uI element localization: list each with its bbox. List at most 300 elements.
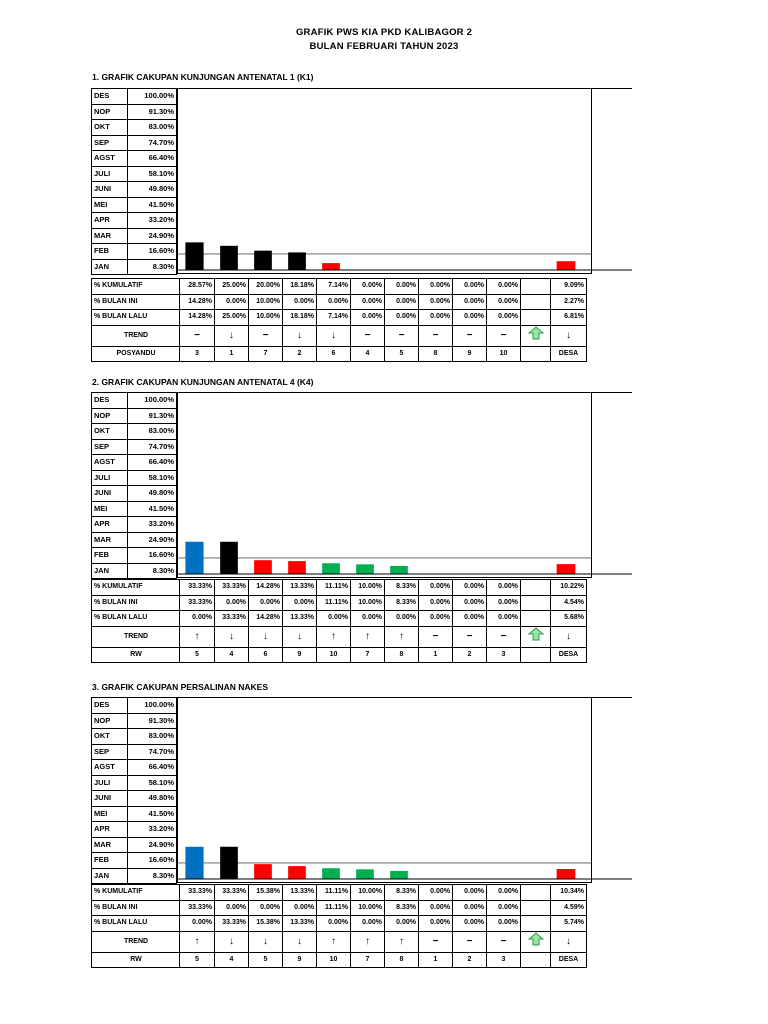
target-value: 8.30%	[128, 563, 177, 579]
value-cell: 0.00%	[419, 595, 453, 611]
row-label: RW	[92, 952, 180, 968]
value-cell: 0.00%	[453, 900, 487, 916]
row-label: TREND	[92, 325, 180, 346]
bar-9	[288, 561, 306, 574]
target-row	[92, 120, 177, 136]
trend-cell: ↓	[551, 931, 587, 952]
month-label: MAR	[92, 837, 128, 853]
month-label: NOP	[92, 713, 128, 729]
value-cell: 7.14%	[317, 310, 351, 326]
row-units	[92, 346, 587, 362]
row-label: TREND	[92, 626, 180, 647]
value-cell: 15.38%	[249, 885, 283, 901]
value-cell	[521, 916, 551, 932]
value-cell: 2.27%	[551, 294, 587, 310]
value-cell: 0.00%	[453, 916, 487, 932]
target-row	[92, 408, 177, 424]
trend-cell: ↓	[215, 325, 249, 346]
value-cell: 0.00%	[351, 310, 385, 326]
month-label: NOP	[92, 104, 128, 120]
value-cell: 0.00%	[385, 916, 419, 932]
trend-cell: ↓	[551, 626, 587, 647]
value-cell: 0.00%	[215, 294, 249, 310]
value-cell: 10.00%	[351, 595, 385, 611]
target-row	[92, 104, 177, 120]
value-cell: 0.00%	[249, 595, 283, 611]
month-label: AGST	[92, 760, 128, 776]
target-row	[92, 775, 177, 791]
row-bulan-lalu	[92, 611, 587, 627]
target-row	[92, 713, 177, 729]
month-label: APR	[92, 213, 128, 229]
value-cell: 33.33%	[180, 885, 215, 901]
target-value: 83.00%	[128, 424, 177, 440]
row-label: % KUMULATIF	[92, 580, 180, 596]
unit-cell: 10	[487, 346, 521, 362]
month-label: JULI	[92, 470, 128, 486]
target-value: 49.80%	[128, 182, 177, 198]
bar-6	[322, 263, 340, 270]
target-row	[92, 182, 177, 198]
trend-cell: ↑	[317, 626, 351, 647]
bar-10	[322, 563, 340, 574]
trend-cell: ↓	[283, 626, 317, 647]
target-value: 24.90%	[128, 228, 177, 244]
value-cell: 0.00%	[453, 310, 487, 326]
value-cell: 0.00%	[317, 611, 351, 627]
month-label: JULI	[92, 775, 128, 791]
chart-frame	[178, 393, 592, 578]
unit-cell: 5	[249, 952, 283, 968]
row-label: RW	[92, 647, 180, 663]
value-cell: 10.00%	[351, 580, 385, 596]
trend-cell: ↓	[283, 931, 317, 952]
row-label: % BULAN LALU	[92, 916, 180, 932]
target-row	[92, 853, 177, 869]
unit-cell: 8	[385, 952, 419, 968]
chart-canvas	[177, 88, 632, 274]
unit-cell: 1	[419, 952, 453, 968]
month-label: SEP	[92, 135, 128, 151]
unit-cell: 9	[283, 952, 317, 968]
row-kumulatif	[92, 279, 587, 295]
value-cell: 8.33%	[385, 580, 419, 596]
value-cell: 0.00%	[419, 900, 453, 916]
value-cell	[521, 279, 551, 295]
target-row	[92, 259, 177, 275]
row-label: % BULAN LALU	[92, 310, 180, 326]
target-value: 58.10%	[128, 470, 177, 486]
row-trend	[92, 626, 587, 647]
unit-cell: 5	[180, 647, 215, 663]
value-cell: 0.00%	[419, 916, 453, 932]
month-label: AGST	[92, 455, 128, 471]
value-cell: 33.33%	[180, 900, 215, 916]
target-value: 8.30%	[128, 259, 177, 275]
value-cell: 0.00%	[419, 580, 453, 596]
value-cell: 11.11%	[317, 595, 351, 611]
value-cell: 11.11%	[317, 885, 351, 901]
value-cell	[521, 885, 551, 901]
value-cell: 20.00%	[249, 279, 283, 295]
bar-6	[254, 560, 272, 574]
target-value: 66.40%	[128, 760, 177, 776]
value-cell: 33.33%	[180, 580, 215, 596]
month-label: APR	[92, 517, 128, 533]
value-cell: 0.00%	[283, 595, 317, 611]
unit-cell: 4	[351, 346, 385, 362]
row-label: POSYANDU	[92, 346, 180, 362]
bar-chart	[177, 392, 632, 578]
bar-8	[390, 871, 408, 879]
bar-8	[390, 566, 408, 574]
section-title: 2. GRAFIK CAKUPAN KUNJUNGAN ANTENATAL 4 (K4)	[92, 377, 314, 387]
value-cell: 0.00%	[385, 279, 419, 295]
row-label: % KUMULATIF	[92, 885, 180, 901]
unit-cell: 10	[317, 647, 351, 663]
chart-frame	[178, 698, 592, 883]
value-cell: 0.00%	[487, 611, 521, 627]
target-value: 100.00%	[128, 89, 177, 105]
trend-cell: ↑	[351, 931, 385, 952]
unit-cell: 6	[317, 346, 351, 362]
unit-cell: 8	[385, 647, 419, 663]
unit-cell: 2	[283, 346, 317, 362]
target-value: 100.00%	[128, 698, 177, 714]
target-row	[92, 424, 177, 440]
unit-cell	[521, 647, 551, 663]
target-row	[92, 517, 177, 533]
target-row	[92, 151, 177, 167]
row-label: % BULAN LALU	[92, 611, 180, 627]
row-label: % BULAN INI	[92, 900, 180, 916]
target-value: 24.90%	[128, 532, 177, 548]
report-subtitle: BULAN FEBRUARI TAHUN 2023	[309, 41, 459, 52]
value-cell: 0.00%	[487, 580, 521, 596]
unit-cell: DESA	[551, 647, 587, 663]
target-row	[92, 455, 177, 471]
target-value: 33.20%	[128, 517, 177, 533]
month-label: NOP	[92, 408, 128, 424]
trend-cell: ↑	[385, 626, 419, 647]
target-value: 24.90%	[128, 837, 177, 853]
value-cell: 0.00%	[351, 294, 385, 310]
value-cell: 10.22%	[551, 580, 587, 596]
value-cell: 0.00%	[453, 279, 487, 295]
month-label: MAR	[92, 228, 128, 244]
row-bulan-lalu	[92, 916, 587, 932]
value-cell: 0.00%	[487, 310, 521, 326]
unit-cell: 4	[215, 952, 249, 968]
unit-cell: 9	[453, 346, 487, 362]
unit-cell: 8	[419, 346, 453, 362]
chart-canvas	[177, 697, 632, 883]
value-cell: 0.00%	[419, 310, 453, 326]
month-label: MEI	[92, 197, 128, 213]
value-cell: 0.00%	[487, 595, 521, 611]
value-cell: 0.00%	[180, 611, 215, 627]
trend-cell: −	[419, 931, 453, 952]
bar-1	[220, 246, 238, 270]
value-cell: 13.33%	[283, 885, 317, 901]
section-title: 1. GRAFIK CAKUPAN KUNJUNGAN ANTENATAL 1 (K1)	[92, 72, 314, 82]
target-row	[92, 89, 177, 105]
value-cell	[521, 294, 551, 310]
target-row	[92, 729, 177, 745]
value-cell: 10.34%	[551, 885, 587, 901]
value-cell: 10.00%	[351, 885, 385, 901]
target-value: 58.10%	[128, 775, 177, 791]
target-value: 83.00%	[128, 729, 177, 745]
bar-DESA	[557, 869, 576, 879]
target-value: 41.50%	[128, 501, 177, 517]
bar-2	[288, 252, 306, 270]
month-label: OKT	[92, 424, 128, 440]
month-label: JAN	[92, 868, 128, 884]
unit-cell: 1	[215, 346, 249, 362]
trend-cell: ↓	[283, 325, 317, 346]
target-row	[92, 868, 177, 884]
value-cell: 0.00%	[487, 900, 521, 916]
unit-cell: 9	[283, 647, 317, 663]
target-value: 16.60%	[128, 244, 177, 260]
bar-3	[185, 242, 203, 270]
target-value: 74.70%	[128, 744, 177, 760]
target-value: 74.70%	[128, 439, 177, 455]
value-cell: 11.11%	[317, 900, 351, 916]
bar-7	[356, 564, 374, 574]
row-label: % BULAN INI	[92, 595, 180, 611]
value-cell: 18.18%	[283, 279, 317, 295]
target-row	[92, 806, 177, 822]
value-cell: 11.11%	[317, 580, 351, 596]
trend-cell: −	[453, 931, 487, 952]
unit-cell: 7	[249, 346, 283, 362]
target-row	[92, 244, 177, 260]
target-row	[92, 213, 177, 229]
month-label: DES	[92, 698, 128, 714]
row-trend	[92, 325, 587, 346]
row-bulan-ini	[92, 294, 587, 310]
trend-cell: −	[419, 626, 453, 647]
target-row	[92, 548, 177, 564]
target-row	[92, 393, 177, 409]
bar-5	[254, 864, 272, 879]
unit-cell: 2	[453, 647, 487, 663]
unit-cell: 7	[351, 647, 385, 663]
value-cell: 0.00%	[453, 595, 487, 611]
value-cell: 5.68%	[551, 611, 587, 627]
value-cell: 0.00%	[453, 580, 487, 596]
value-cell: 0.00%	[487, 279, 521, 295]
value-cell: 7.14%	[317, 279, 351, 295]
value-cell: 0.00%	[419, 611, 453, 627]
value-cell: 25.00%	[215, 310, 249, 326]
value-cell: 14.28%	[180, 310, 215, 326]
value-cell: 15.38%	[249, 916, 283, 932]
month-label: FEB	[92, 244, 128, 260]
value-cell: 0.00%	[385, 611, 419, 627]
data-table	[91, 579, 587, 663]
trend-cell: −	[351, 325, 385, 346]
trend-cell: −	[419, 325, 453, 346]
month-label: OKT	[92, 729, 128, 745]
trend-cell: ↑	[385, 931, 419, 952]
unit-cell: 3	[487, 647, 521, 663]
unit-cell: 4	[215, 647, 249, 663]
value-cell	[521, 595, 551, 611]
value-cell	[521, 310, 551, 326]
target-row	[92, 532, 177, 548]
month-label: FEB	[92, 853, 128, 869]
trend-cell: ↓	[215, 626, 249, 647]
unit-cell: DESA	[551, 346, 587, 362]
trend-cell: −	[487, 931, 521, 952]
month-label: JUNI	[92, 486, 128, 502]
row-units	[92, 952, 587, 968]
bar-7	[356, 869, 374, 879]
row-kumulatif	[92, 580, 587, 596]
target-value: 91.30%	[128, 713, 177, 729]
trend-cell: −	[487, 626, 521, 647]
target-value: 49.80%	[128, 791, 177, 807]
row-trend	[92, 931, 587, 952]
month-label: MEI	[92, 806, 128, 822]
value-cell	[521, 900, 551, 916]
month-label: JUNI	[92, 182, 128, 198]
value-cell: 0.00%	[487, 294, 521, 310]
row-units	[92, 647, 587, 663]
target-table	[91, 392, 177, 579]
target-row	[92, 791, 177, 807]
value-cell: 14.28%	[249, 611, 283, 627]
target-row	[92, 135, 177, 151]
month-label: DES	[92, 89, 128, 105]
value-cell: 0.00%	[419, 885, 453, 901]
value-cell: 0.00%	[180, 916, 215, 932]
value-cell: 0.00%	[419, 294, 453, 310]
bar-4	[220, 847, 238, 879]
trend-cell: ↓	[215, 931, 249, 952]
value-cell: 13.33%	[283, 580, 317, 596]
value-cell: 0.00%	[351, 916, 385, 932]
target-row	[92, 837, 177, 853]
target-value: 91.30%	[128, 408, 177, 424]
month-label: JAN	[92, 563, 128, 579]
value-cell	[521, 611, 551, 627]
month-label: SEP	[92, 439, 128, 455]
target-value: 49.80%	[128, 486, 177, 502]
value-cell: 8.33%	[385, 885, 419, 901]
trend-cell: ↑	[180, 626, 215, 647]
value-cell: 33.33%	[215, 580, 249, 596]
bar-chart	[177, 697, 632, 883]
value-cell: 6.81%	[551, 310, 587, 326]
unit-cell	[521, 346, 551, 362]
value-cell: 0.00%	[283, 294, 317, 310]
trend-cell: ↑	[317, 931, 351, 952]
bar-DESA	[557, 261, 576, 270]
value-cell: 0.00%	[385, 294, 419, 310]
trend-cell: −	[453, 325, 487, 346]
value-cell: 0.00%	[487, 916, 521, 932]
target-row	[92, 744, 177, 760]
row-kumulatif	[92, 885, 587, 901]
value-cell: 25.00%	[215, 279, 249, 295]
bar-10	[322, 868, 340, 879]
unit-cell: 6	[249, 647, 283, 663]
target-row	[92, 501, 177, 517]
trend-cell: ↑	[351, 626, 385, 647]
unit-cell: DESA	[551, 952, 587, 968]
bar-5	[185, 542, 203, 574]
bar-4	[220, 542, 238, 574]
unit-cell	[521, 952, 551, 968]
bar-chart	[177, 88, 632, 274]
value-cell: 33.33%	[215, 916, 249, 932]
target-value: 16.60%	[128, 548, 177, 564]
value-cell: 0.00%	[317, 294, 351, 310]
target-value: 33.20%	[128, 213, 177, 229]
value-cell: 28.57%	[180, 279, 215, 295]
target-row	[92, 486, 177, 502]
value-cell: 9.09%	[551, 279, 587, 295]
value-cell: 4.59%	[551, 900, 587, 916]
month-label: JAN	[92, 259, 128, 275]
trend-cell: −	[180, 325, 215, 346]
value-cell: 14.28%	[249, 580, 283, 596]
data-table	[91, 278, 587, 362]
green-up-arrow-icon	[521, 626, 551, 647]
green-up-arrow-icon	[521, 931, 551, 952]
target-value: 91.30%	[128, 104, 177, 120]
month-label: SEP	[92, 744, 128, 760]
month-label: FEB	[92, 548, 128, 564]
value-cell: 0.00%	[385, 310, 419, 326]
target-value: 66.40%	[128, 151, 177, 167]
trend-cell: −	[249, 325, 283, 346]
row-label: % KUMULATIF	[92, 279, 180, 295]
bar-9	[288, 866, 306, 879]
chart-canvas	[177, 392, 632, 578]
trend-cell: ↓	[249, 931, 283, 952]
section-title: 3. GRAFIK CAKUPAN PERSALINAN NAKES	[92, 682, 268, 692]
value-cell: 0.00%	[283, 900, 317, 916]
unit-cell: 3	[487, 952, 521, 968]
target-row	[92, 822, 177, 838]
value-cell: 0.00%	[249, 900, 283, 916]
value-cell: 14.28%	[180, 294, 215, 310]
month-label: AGST	[92, 151, 128, 167]
value-cell: 4.54%	[551, 595, 587, 611]
target-value: 66.40%	[128, 455, 177, 471]
trend-cell: ↓	[249, 626, 283, 647]
target-value: 16.60%	[128, 853, 177, 869]
chart-frame	[178, 89, 592, 274]
value-cell: 0.00%	[317, 916, 351, 932]
value-cell: 8.33%	[385, 900, 419, 916]
value-cell: 13.33%	[283, 611, 317, 627]
target-value: 100.00%	[128, 393, 177, 409]
row-label: % BULAN INI	[92, 294, 180, 310]
value-cell: 0.00%	[351, 279, 385, 295]
value-cell: 33.33%	[180, 595, 215, 611]
value-cell: 18.18%	[283, 310, 317, 326]
value-cell: 10.00%	[351, 900, 385, 916]
month-label: OKT	[92, 120, 128, 136]
value-cell	[521, 580, 551, 596]
row-label: TREND	[92, 931, 180, 952]
